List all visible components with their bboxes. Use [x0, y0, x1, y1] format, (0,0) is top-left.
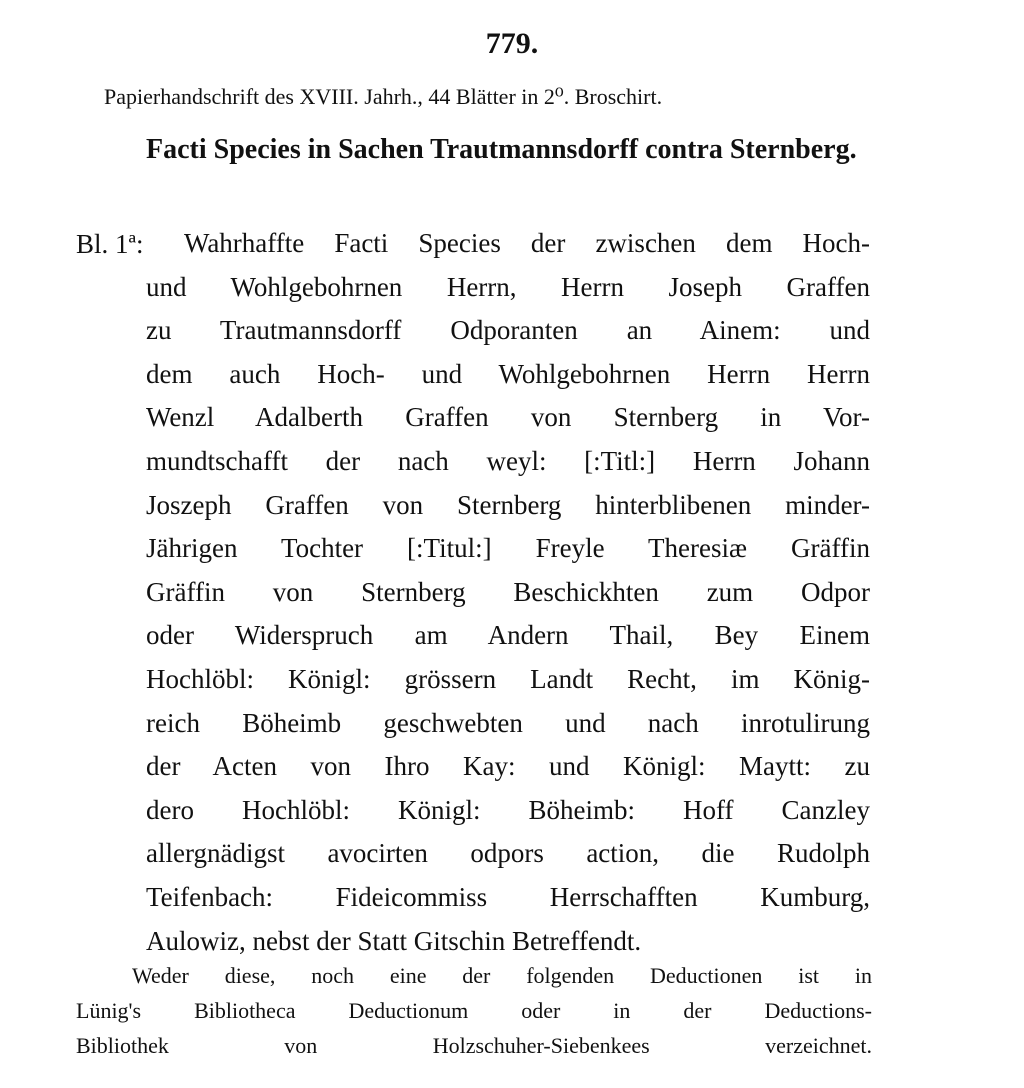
body-line: Hochlöbl: Königl: grössern Landt Recht, im König- — [146, 663, 870, 694]
body-line: dem auch Hoch- und Wohlgebohrnen Herrn Herrn — [146, 358, 870, 389]
body-line: dero Hochlöbl: Königl: Böheimb: Hoff Canzley — [146, 794, 870, 825]
entry-title: Facti Species in Sachen Trautmannsdorff contra Sternberg. — [146, 134, 857, 165]
note-line: Lünig's Bibliotheca Deductionum oder in der Deductions- — [76, 998, 872, 1023]
body-line: Wenzl Adalberth Graffen von Sternberg in Vor- — [146, 402, 870, 433]
body-line: der Acten von Ihro Kay: und Königl: Maytt: zu — [146, 751, 870, 782]
body-line: und Wohlgebohrnen Herrn, Herrn Joseph Graffen — [146, 271, 870, 302]
entry-body — [146, 222, 870, 963]
provenance-line: Papierhandschrift des XVIII. Jahrh., 44 Blätter in 2⁰. Broschirt. — [104, 84, 663, 109]
body-line: Teifenbach: Fideicommiss Herrschafften Kumburg, — [146, 881, 870, 912]
body-line: reich Böheimb geschwebten und nach inrotulirung — [146, 707, 870, 738]
body-line: Joszeph Graffen von Sternberg hinterblibenen minder- — [146, 489, 870, 520]
body-line: allergnädigst avocirten odpors action, die Rudolph — [146, 838, 870, 869]
body-line: mundtschafft der nach weyl: [:Titl:] Herrn Johann — [146, 445, 870, 476]
footnote-paragraph — [76, 958, 872, 1063]
body-line: Gräffin von Sternberg Beschickhten zum Odpor — [146, 576, 870, 607]
page-number: 779. — [485, 27, 539, 60]
note-line: Weder diese, noch eine der folgenden Deductionen ist in — [132, 963, 872, 988]
body-line: zu Trautmannsdorff Odporanten an Ainem: und — [146, 315, 870, 346]
body-line: Aulowiz, nebst der Statt Gitschin Betreffendt. — [146, 925, 642, 956]
body-line: Wahrhaffte Facti Species der zwischen dem Hoch- — [184, 228, 870, 258]
note-line: Bibliothek von Holzschuher-Siebenkees verzeichnet. — [76, 1033, 872, 1058]
body-line: oder Widerspruch am Andern Thail, Bey Einem — [146, 620, 870, 651]
body-line: Jährigen Tochter [:Titul:] Freyle Theresiæ Gräffin — [146, 533, 870, 564]
folio-label: Bl. 1ª: — [76, 229, 144, 259]
